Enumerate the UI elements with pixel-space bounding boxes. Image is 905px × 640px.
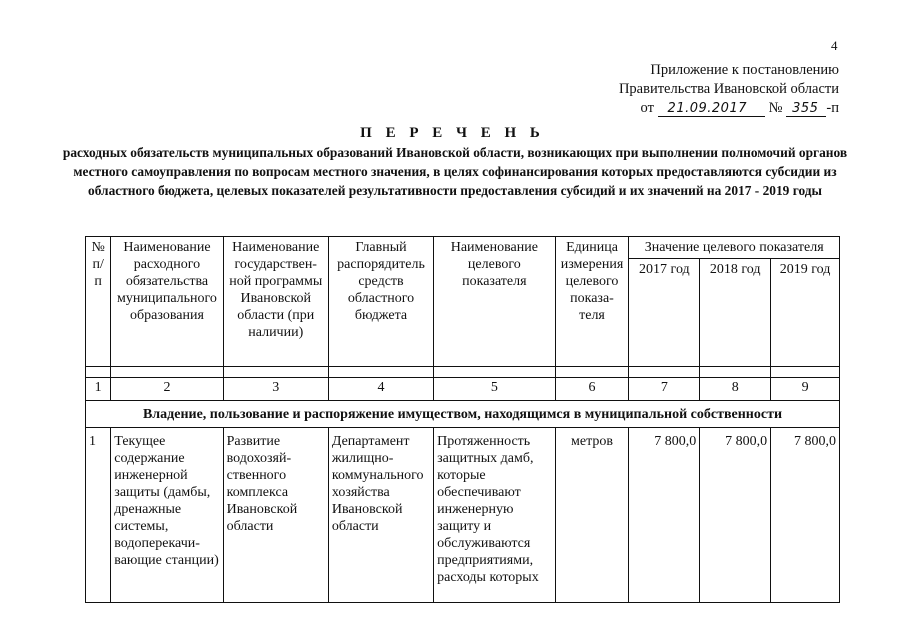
row-manager: Департамент жилищно-коммунального хозяйства Ивановской области: [328, 428, 433, 603]
row-obligation: Текущее содержание инженерной защиты (дамбы, дренажные системы, водоперекачи-вающие станции): [111, 428, 223, 603]
handwritten-number: 355: [786, 101, 826, 117]
appendix-block: [509, 61, 839, 118]
header-unit: Единица измерения целевого показа-теля: [555, 237, 629, 367]
header-obligation: Наименование расходного обязательства муниципального образования: [111, 237, 223, 367]
obligations-table: [85, 236, 840, 603]
row-unit: метров: [555, 428, 629, 603]
header-year-2018: 2018 год: [700, 259, 771, 367]
row-value-2017: 7 800,0: [629, 428, 700, 603]
appendix-line-2: Правительства Ивановской области: [618, 81, 839, 97]
row-program: Развитие водохозяй-ственного комплекса Ивановской области: [223, 428, 328, 603]
header-row: [86, 237, 840, 259]
row-indicator: Протяженность защитных дамб, которые обеспечивают инженерную защиту и обслуживаются предприятиями, расходы которых: [434, 428, 555, 603]
column-number: 4: [328, 378, 433, 401]
column-number: 6: [555, 378, 629, 401]
column-number: 1: [86, 378, 111, 401]
page-number: 4: [831, 38, 838, 53]
handwritten-date: 21.09.2017: [658, 101, 765, 117]
header-manager: Главный распорядитель средств областного бюджета: [328, 237, 433, 367]
header-year-2017: 2017 год: [629, 259, 700, 367]
document-title: П Е Р Е Ч Е Н Ь: [360, 125, 545, 141]
row-num: 1: [86, 428, 111, 603]
spacer-row: [86, 367, 840, 378]
header-year-2019: 2019 год: [771, 259, 840, 367]
column-numbers-row: [86, 378, 840, 401]
appendix-line-1: Приложение к постановлению: [650, 62, 839, 78]
column-number: 8: [700, 378, 771, 401]
header-indicator: Наименование целевого показателя: [434, 237, 555, 367]
section-row: [86, 401, 840, 428]
appendix-date-line: [509, 99, 839, 118]
column-number: 2: [111, 378, 223, 401]
number-suffix: -п: [826, 100, 839, 116]
column-number: 3: [223, 378, 328, 401]
column-number: 7: [629, 378, 700, 401]
section-title: Владение, пользование и распоряжение имуществом, находящимся в муниципальной собственности: [86, 401, 840, 428]
header-num: № п/п: [86, 237, 111, 367]
row-value-2019: 7 800,0: [771, 428, 840, 603]
table-row: [86, 428, 840, 603]
column-number: 5: [434, 378, 555, 401]
row-value-2018: 7 800,0: [700, 428, 771, 603]
header-program: Наименование государствен-ной программы Ивановской области (при наличии): [223, 237, 328, 367]
column-number: 9: [771, 378, 840, 401]
number-label: №: [768, 100, 783, 116]
document-subtitle: расходных обязательств муниципальных образований Ивановской области, возникающих при выполнении полномочий органов местного самоуправления по вопросам местного значения, в целях софинансирования которых предоставляются субсидии из областного бюджета, целевых показателей результативности предоставления субсидий и их значений на 2017 - 2019 годы: [62, 145, 848, 198]
header-value-group: Значение целевого показателя: [629, 237, 840, 259]
from-label: от: [640, 100, 654, 116]
